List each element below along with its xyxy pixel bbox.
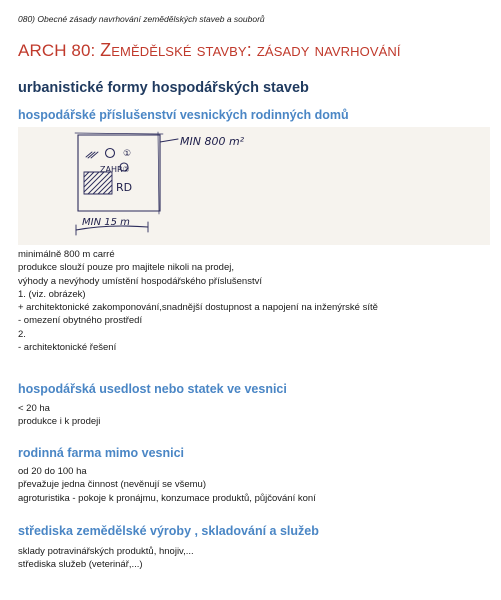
section-body-production-centers [18, 545, 194, 572]
section-body-homestead [18, 402, 100, 429]
text-line: + architektonické zakomponování,snadnější dostupnost a napojení na inženýrské sítě [18, 302, 378, 314]
house-hatch [84, 172, 112, 194]
section-body-household-plots [18, 248, 378, 354]
section-body-family-farm [18, 465, 316, 505]
text-line: agroturistika - pokoje k pronájmu, konzumace produktů, půjčování koní [18, 492, 316, 504]
text-line: produkce slouží pouze pro majitele nikoli na prodej, [18, 262, 234, 274]
section-title-household-plots: hospodářské příslušenství vesnických rodinných domů [18, 108, 349, 122]
page-title-prefix: ARCH 80: [18, 41, 101, 60]
text-line: převažuje jedna činnost (nevěnují se všemu) [18, 479, 206, 491]
text-line: výhody a nevýhody umístění hospodářského příslušenství [18, 275, 262, 287]
text-line: - architektonické řešení [18, 342, 117, 354]
text-line: < 20 ha [18, 403, 50, 414]
page-title [18, 40, 401, 61]
text-line: minimálně 800 m carré [18, 249, 115, 260]
sketch-area-label: MIN 800 m² [180, 135, 245, 148]
sketch-image [18, 127, 490, 245]
page-title-rest: Zemědělské stavby: zásady navrhování [100, 40, 401, 60]
text-line: 1. (viz. obrázek) [18, 288, 86, 300]
sketch-mark-rd: RD [116, 181, 133, 194]
text-line: od 20 do 100 ha [18, 466, 87, 477]
circle-mark-1 [106, 149, 115, 158]
text-line: 2. [18, 328, 26, 340]
text-line: - omezení obytného prostředí [18, 315, 143, 327]
text-line: sklady potravinářských produktů, hnojiv,... [18, 546, 194, 557]
text-line: produkce i k prodeji [18, 416, 101, 428]
sketch-mark-2: ZAHR② [100, 165, 130, 174]
subtitle: urbanistické formy hospodářských staveb [18, 80, 309, 96]
sketch-mark-1: ① [123, 149, 132, 159]
section-title-family-farm: rodinná farma mimo vesnici [18, 446, 185, 460]
text-line: střediska služeb (veterinář,...) [18, 559, 143, 571]
sketch-width-label: MIN 15 m [82, 217, 130, 228]
section-title-production-centers: střediska zemědělské výroby , skladování a služeb [18, 524, 319, 538]
running-head: 080) Obecné zásady navrhování zemědělských staveb a souborů [18, 14, 265, 24]
section-title-homestead: hospodářská usedlost nebo statek ve vesnici [18, 382, 287, 396]
